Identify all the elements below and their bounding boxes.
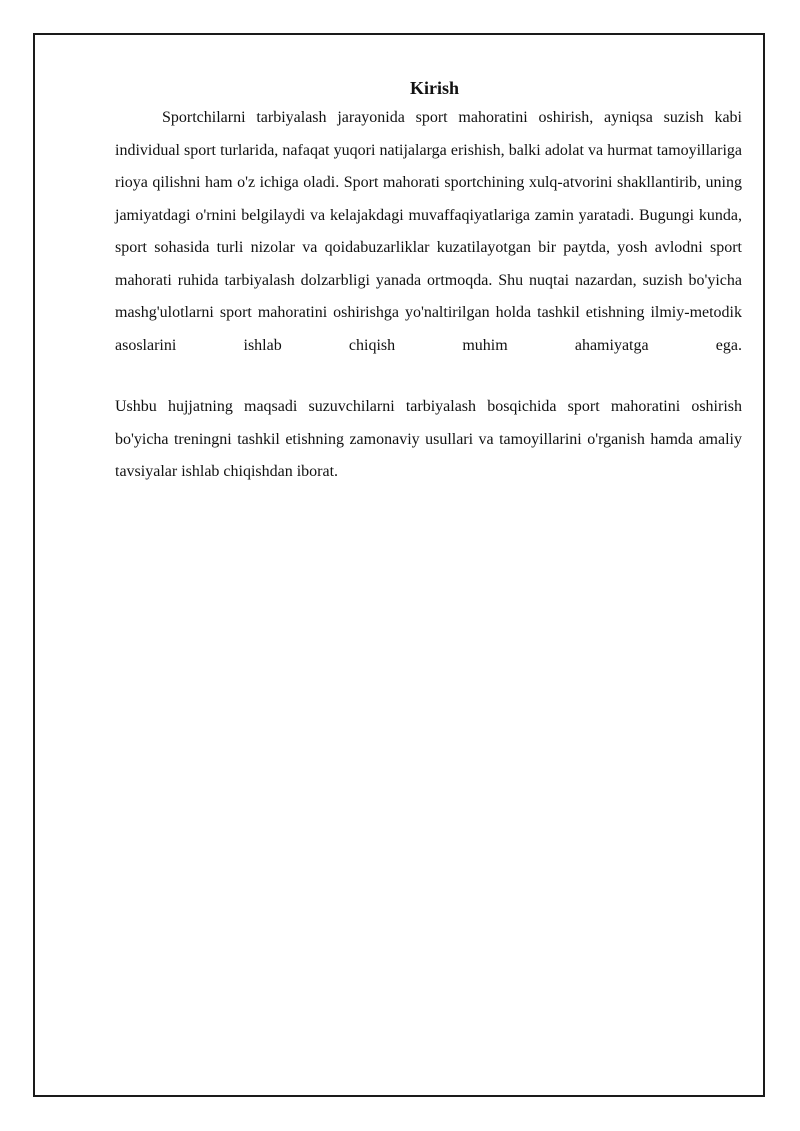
section-title: Kirish (409, 78, 459, 98)
intro-paragraph: Sportchilarni tarbiyalash jarayonida sport mahoratini oshirish, ayniqsa suzish kabi individual sport turlarida, nafaqat yuqori natijalarga erishish, balki adolat va hurmat tamoyillariga rioya qilishni ham o'z ichiga oladi. Sport mahorati sportchining xulq-atvorini shakllantirib, uning jamiyatdagi o'rnini belgilaydi va kelajakdagi muvaffaqiyatlariga zamin yaratadi. Bugungi kunda, sport sohasida turli nizolar va qoidabuzarliklar kuzatilayotgan bir paytda, yosh avlodni sport mahorati ruhida tarbiyalash dolzarbligi yanada ortmoqda. Shu nuqtai nazardan, suzish bo'yicha mashg'ulotlarni sport mahoratini oshirishga yo'naltirilgan holda tashkil etishning ilmiy-metodik asoslarini ishlab chiqish muhim ahamiyatga ega. (115, 109, 742, 354)
purpose-paragraph: Ushbu hujjatning maqsadi suzuvchilarni tarbiyalash bosqichida sport mahoratini oshirish bo'yicha treningni tashkil etishning zamonaviy usullari va tamoyillarini o'rganish hamda amaliy tavsiyalar ishlab chiqishdan iborat. (115, 398, 742, 480)
document-body (115, 74, 742, 489)
